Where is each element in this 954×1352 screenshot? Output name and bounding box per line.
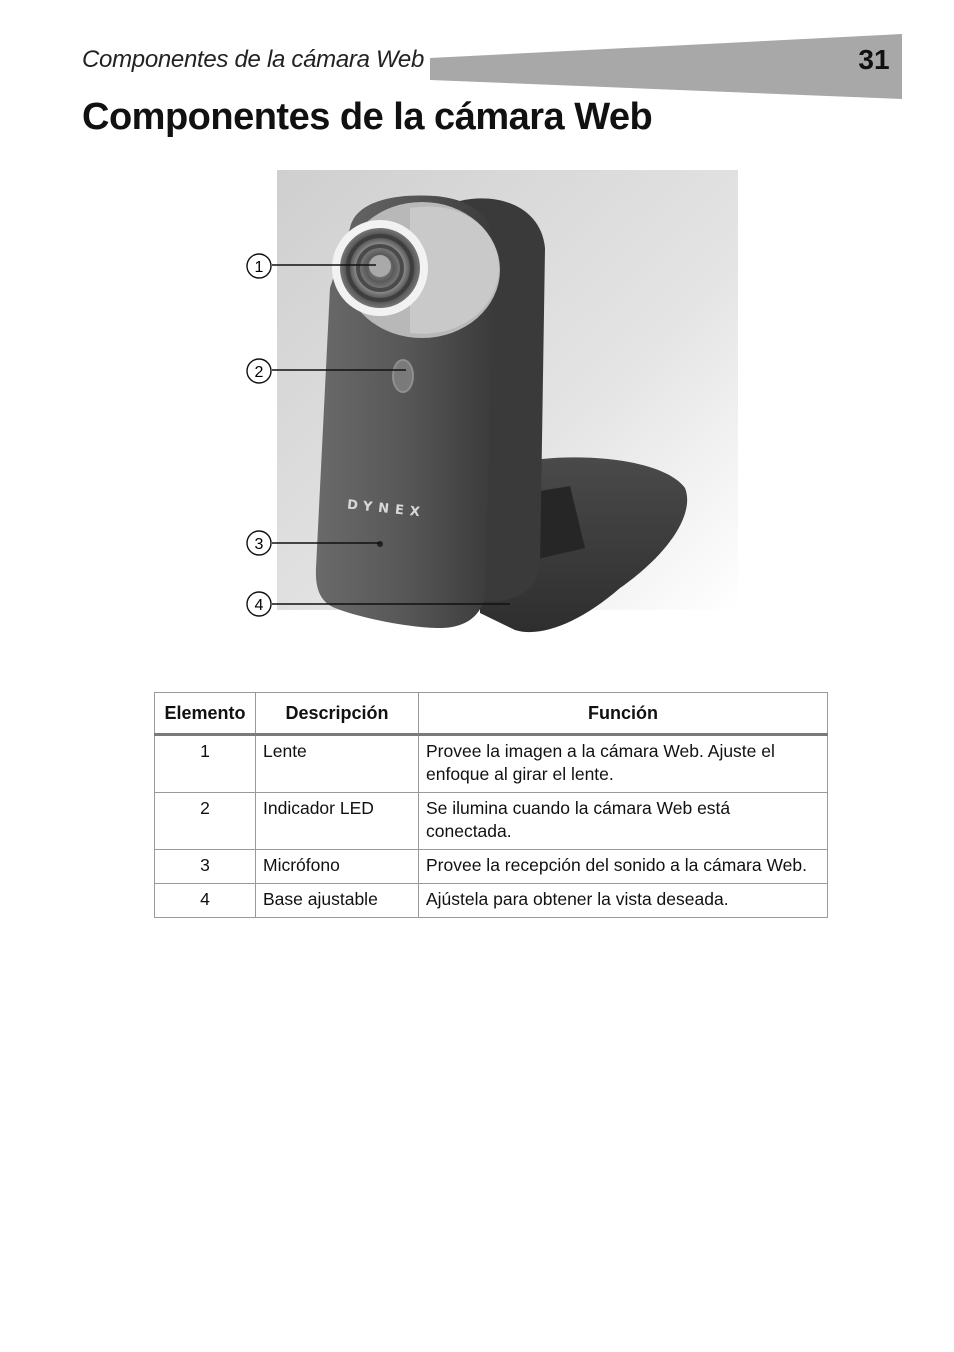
led-indicator (393, 360, 413, 392)
item-number: 2 (155, 793, 256, 850)
item-function: Se ilumina cuando la cámara Web está conectada. (419, 793, 828, 850)
page-title: Componentes de la cámara Web (82, 96, 653, 138)
components-table (154, 692, 828, 918)
table-row (155, 735, 828, 793)
item-description: Base ajustable (256, 884, 419, 918)
item-number: 3 (155, 850, 256, 884)
webcam-figure (240, 168, 740, 648)
running-title: Componentes de la cámara Web (82, 46, 425, 73)
microphone (377, 541, 383, 547)
item-number: 1 (155, 735, 256, 793)
brand-logo: DYNEX (346, 497, 427, 521)
item-number: 4 (155, 884, 256, 918)
callout-4 (247, 592, 271, 616)
table-row (155, 884, 828, 918)
header-funcion: Función (419, 693, 828, 735)
svg-text:3: 3 (254, 536, 264, 553)
item-function: Provee la imagen a la cámara Web. Ajuste el enfoque al girar el lente. (419, 735, 828, 793)
table-header-row (155, 693, 828, 735)
svg-text:1: 1 (254, 259, 264, 276)
table-row (155, 793, 828, 850)
item-description: Indicador LED (256, 793, 419, 850)
svg-text:4: 4 (254, 597, 264, 614)
table-row (155, 850, 828, 884)
callout-3 (247, 531, 271, 555)
item-description: Micrófono (256, 850, 419, 884)
item-description: Lente (256, 735, 419, 793)
page-number: 31 (858, 44, 890, 75)
item-function: Provee la recepción del sonido a la cámara Web. (419, 850, 828, 884)
item-function: Ajústela para obtener la vista deseada. (419, 884, 828, 918)
header-descripcion: Descripción (256, 693, 419, 735)
callout-1 (247, 254, 271, 278)
callout-2 (247, 359, 271, 383)
svg-text:2: 2 (254, 364, 264, 381)
header-elemento: Elemento (155, 693, 256, 735)
